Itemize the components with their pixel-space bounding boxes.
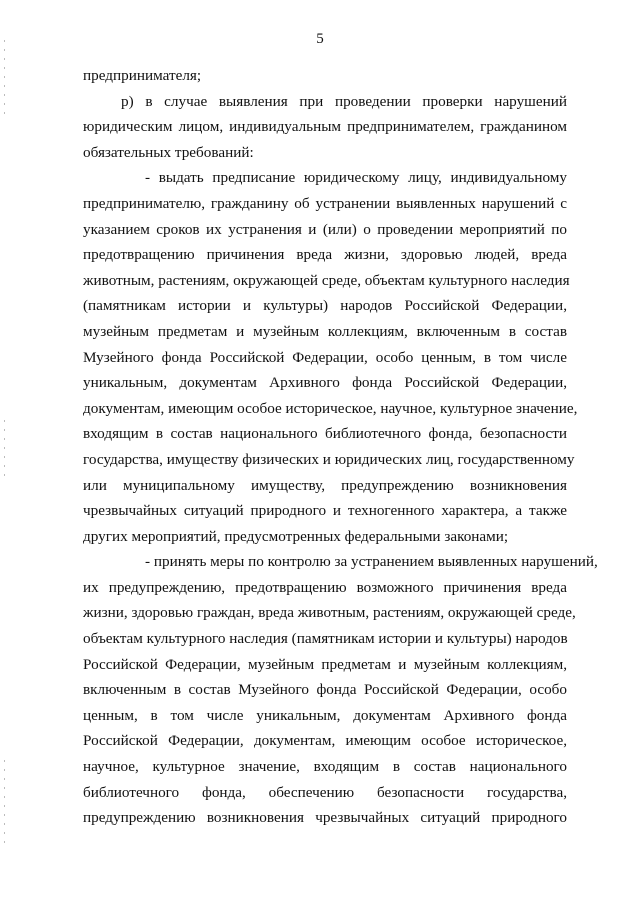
- text-line: библиотечного фонда, обеспечению безопасности государства,: [83, 783, 567, 801]
- text-line: чрезвычайных ситуаций природного и техногенного характера, а также: [83, 502, 567, 520]
- page-number: 5: [316, 31, 324, 47]
- text-line: обязательных требований:: [83, 143, 254, 161]
- text-line: Российской Федерации, документам, имеющим особое историческое,: [83, 732, 567, 750]
- text-line: предпринимателя;: [83, 67, 202, 84]
- text-line: научное, культурное значение, входящим в состав национального: [83, 758, 567, 776]
- text-line: предпринимателю, гражданину об устранении выявленных нарушений с: [83, 194, 567, 212]
- document-body: [83, 63, 598, 831]
- text-line: - выдать предписание юридическому лицу, индивидуальному: [145, 169, 567, 187]
- text-line: (памятникам истории и культуры) народов Российской Федерации,: [83, 297, 567, 315]
- text-line: Музейного фонда Российской Федерации, особо ценным, в том числе: [83, 348, 567, 366]
- text-line: других мероприятий, предусмотренных федеральными законами;: [83, 527, 509, 545]
- text-line: ценным, в том числе уникальным, документам Архивного фонда: [83, 706, 567, 724]
- text-line: указанием сроков их устранения и (или) о проведении мероприятий по: [83, 220, 567, 238]
- text-line: предупреждению возникновения чрезвычайных ситуаций природного: [83, 809, 567, 827]
- scan-edge-mark: [4, 760, 5, 850]
- text-line: уникальным, документам Архивного фонда Российской Федерации,: [83, 374, 567, 392]
- text-line: их предупреждению, предотвращению возможного причинения вреда: [83, 578, 567, 596]
- text-line: документам, имеющим особое историческое, научное, культурное значение,: [83, 399, 578, 417]
- text-line: или муниципальному имуществу, предупреждению возникновения: [83, 476, 567, 494]
- scan-edge-mark: [4, 420, 5, 480]
- text-line: юридическим лицом, индивидуальным предпринимателем, гражданином: [83, 118, 567, 136]
- text-line: входящим в состав национального библиотечного фонда, безопасности: [83, 425, 567, 443]
- text-line: государства, имуществу физических и юридических лиц, государственному: [83, 450, 575, 468]
- text-line: жизни, здоровью граждан, вреда животным, растениям, окружающей среде,: [83, 604, 576, 622]
- text-line: музейным предметам и музейным коллекциям, включенным в состав: [83, 322, 567, 340]
- text-line: включенным в состав Музейного фонда Российской Федерации, особо: [83, 681, 567, 699]
- text-line: предотвращению причинения вреда жизни, здоровью людей, вреда: [83, 246, 567, 264]
- text-line: животным, растениям, окружающей среде, объектам культурного наследия: [83, 271, 570, 289]
- text-line: Российской Федерации, музейным предметам и музейным коллекциям,: [83, 655, 567, 673]
- scan-edge-mark: [4, 40, 5, 120]
- text-line: р) в случае выявления при проведении проверки нарушений: [121, 92, 567, 110]
- text-line: - принять меры по контролю за устранением выявленных нарушений,: [145, 553, 598, 571]
- text-line: объектам культурного наследия (памятникам истории и культуры) народов: [83, 630, 568, 648]
